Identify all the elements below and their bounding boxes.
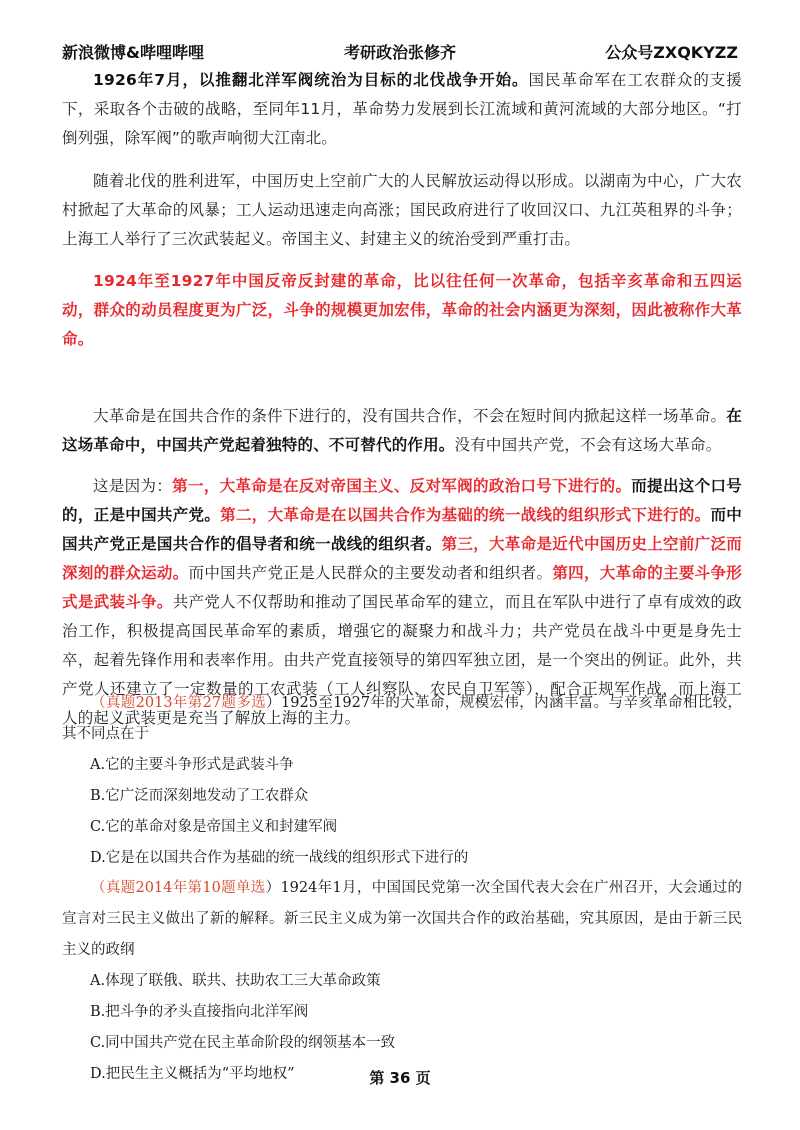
- option-c: C.它的革命对象是帝国主义和封建军阀: [90, 819, 338, 835]
- bold-sentence: 在这场革命中，中国共产党起着独特的、不可替代的作用。: [62, 407, 742, 454]
- exam-question-2013: [62, 688, 742, 874]
- main-text: [62, 66, 742, 733]
- paragraph-text: 国民革命军在工农群众的支援下，采取各个击破的战略，至同年11月，革命势力发展到长江流域和黄河流域的大部分地区。“打倒列强，除军阀”的歌声响彻大江南北。: [62, 71, 742, 147]
- option-d: D.把民生主义概括为“平均地权”: [90, 1066, 295, 1082]
- reason-first-explain: 而提出这个口号的，正是中国共产党。: [62, 477, 742, 524]
- page-header: [62, 40, 738, 64]
- question-source: 真题2013年第27题多选: [105, 695, 267, 711]
- reason-third: 第三，大革命是近代中国历史上空前广泛而深刻的群众运动。: [62, 535, 742, 582]
- bold-sentence: 1926年7月，以推翻北洋军阀统治为目标的北伐战争开始。: [93, 71, 529, 89]
- option-a: A.体现了联俄、联共、扶助农工三大革命政策: [90, 973, 381, 989]
- question-source: 真题2014年第10题单选: [105, 880, 266, 896]
- paragraph-text-tail: 没有中国共产党，不会有这场大革命。: [454, 436, 722, 454]
- option-b: B.把斗争的矛头直接指向北洋军阀: [90, 1004, 309, 1020]
- question-stem: （真题2013年第27题多选）1925至1927年的大革命，规模宏伟，内涵丰富。与辛亥革命相比较，其不同点在于: [62, 695, 743, 742]
- question-text: 1924年1月，中国国民党第一次全国代表大会在广州召开，大会通过的宣言对三民主义做出了新的解释。新三民主义成为第一次国共合作的政治基础，究其原因，是由于新三民主义的政纲: [62, 880, 742, 958]
- option-c: C.同中国共产党在民主革命阶段的纲领基本一致: [90, 1035, 396, 1051]
- question-text: 1925至1927年的大革命，规模宏伟，内涵丰富。与辛亥革命相比较，其不同点在于: [62, 695, 743, 742]
- option-a: A.它的主要斗争形式是武装斗争: [90, 757, 294, 773]
- reason-second-explain: 而中国共产党正是国共合作的倡导者和统一战线的组织者。: [62, 506, 743, 553]
- option-d: D.它是在以国共合作为基础的统一战线的组织形式下进行的: [90, 850, 469, 866]
- page-number: 第 36 页: [369, 1069, 431, 1087]
- paragraph-text: 大革命是在国共合作的条件下进行的，没有国共合作，不会在短时间内掀起这样一场革命。: [93, 407, 727, 425]
- paragraph-northern-expedition: [62, 66, 742, 153]
- header-wechat-account: 公众号ZXQKYZZ: [605, 43, 738, 62]
- question-stem: （真题2014年第10题单选）1924年1月，中国国民党第一次全国代表大会在广州召开，大会通过的宣言对三民主义做出了新的解释。新三民主义成为第一次国共合作的政治基础，究其原因，是由于新三民主义的政纲: [62, 880, 742, 958]
- reason-second: 第二，大革命是在以国共合作为基础的统一战线的组织形式下进行的。: [220, 506, 711, 524]
- paragraph-liberation-movement: 随着北伐的胜利进军，中国历史上空前广大的人民解放运动得以形成。以湖南为中心，广大农村掀起了大革命的风暴；工人运动迅速走向高涨；国民政府进行了收回汉口、九江英租界的斗争；上海工人举行了三次武装起义。帝国主义、封建主义的统治受到严重打击。: [62, 172, 742, 248]
- reasons-intro: 这是因为：: [93, 477, 173, 495]
- paragraph-great-revolution-highlight: 1924年至1927年中国反帝反封建的革命，比以往任何一次革命，包括辛亥革命和五四运动，群众的动员程度更为广泛，斗争的规模更加宏伟，革命的社会内涵更为深刻，因此被称作大革命。: [62, 272, 742, 348]
- reason-fourth-explain: 共产党人不仅帮助和推动了国民革命军的建立，而且在军队中进行了卓有成效的政治工作，积极提高国民革命军的素质，增强它的凝聚力和战斗力；共产党员在战斗中更是身先士卒，起着先锋作用和表率作用。由共产党直接领导的第四军独立团，是一个突出的例证。此外，共产党人还建立了一定数量的工农武装（工人纠察队、农民自卫军等），配合正规军作战，而上海工人的起义武装更是充当了解放上海的主力。: [62, 593, 742, 727]
- reason-third-explain: 而中国共产党正是人民群众的主要发动者和组织者。: [188, 564, 553, 582]
- option-b: B.它广泛而深刻地发动了工农群众: [90, 788, 309, 804]
- reason-fourth: 第四，大革命的主要斗争形式是武装斗争。: [62, 564, 742, 611]
- header-weibo-bilibili: 新浪微博&哔哩哔哩: [62, 43, 204, 62]
- header-author: 考研政治张修齐: [343, 43, 456, 62]
- exam-question-2014: [62, 873, 742, 1090]
- paragraph-kmt-cpc-cooperation: [62, 402, 742, 460]
- reason-first: 第一，大革命是在反对帝国主义、反对军阀的政治口号下进行的。: [172, 477, 632, 495]
